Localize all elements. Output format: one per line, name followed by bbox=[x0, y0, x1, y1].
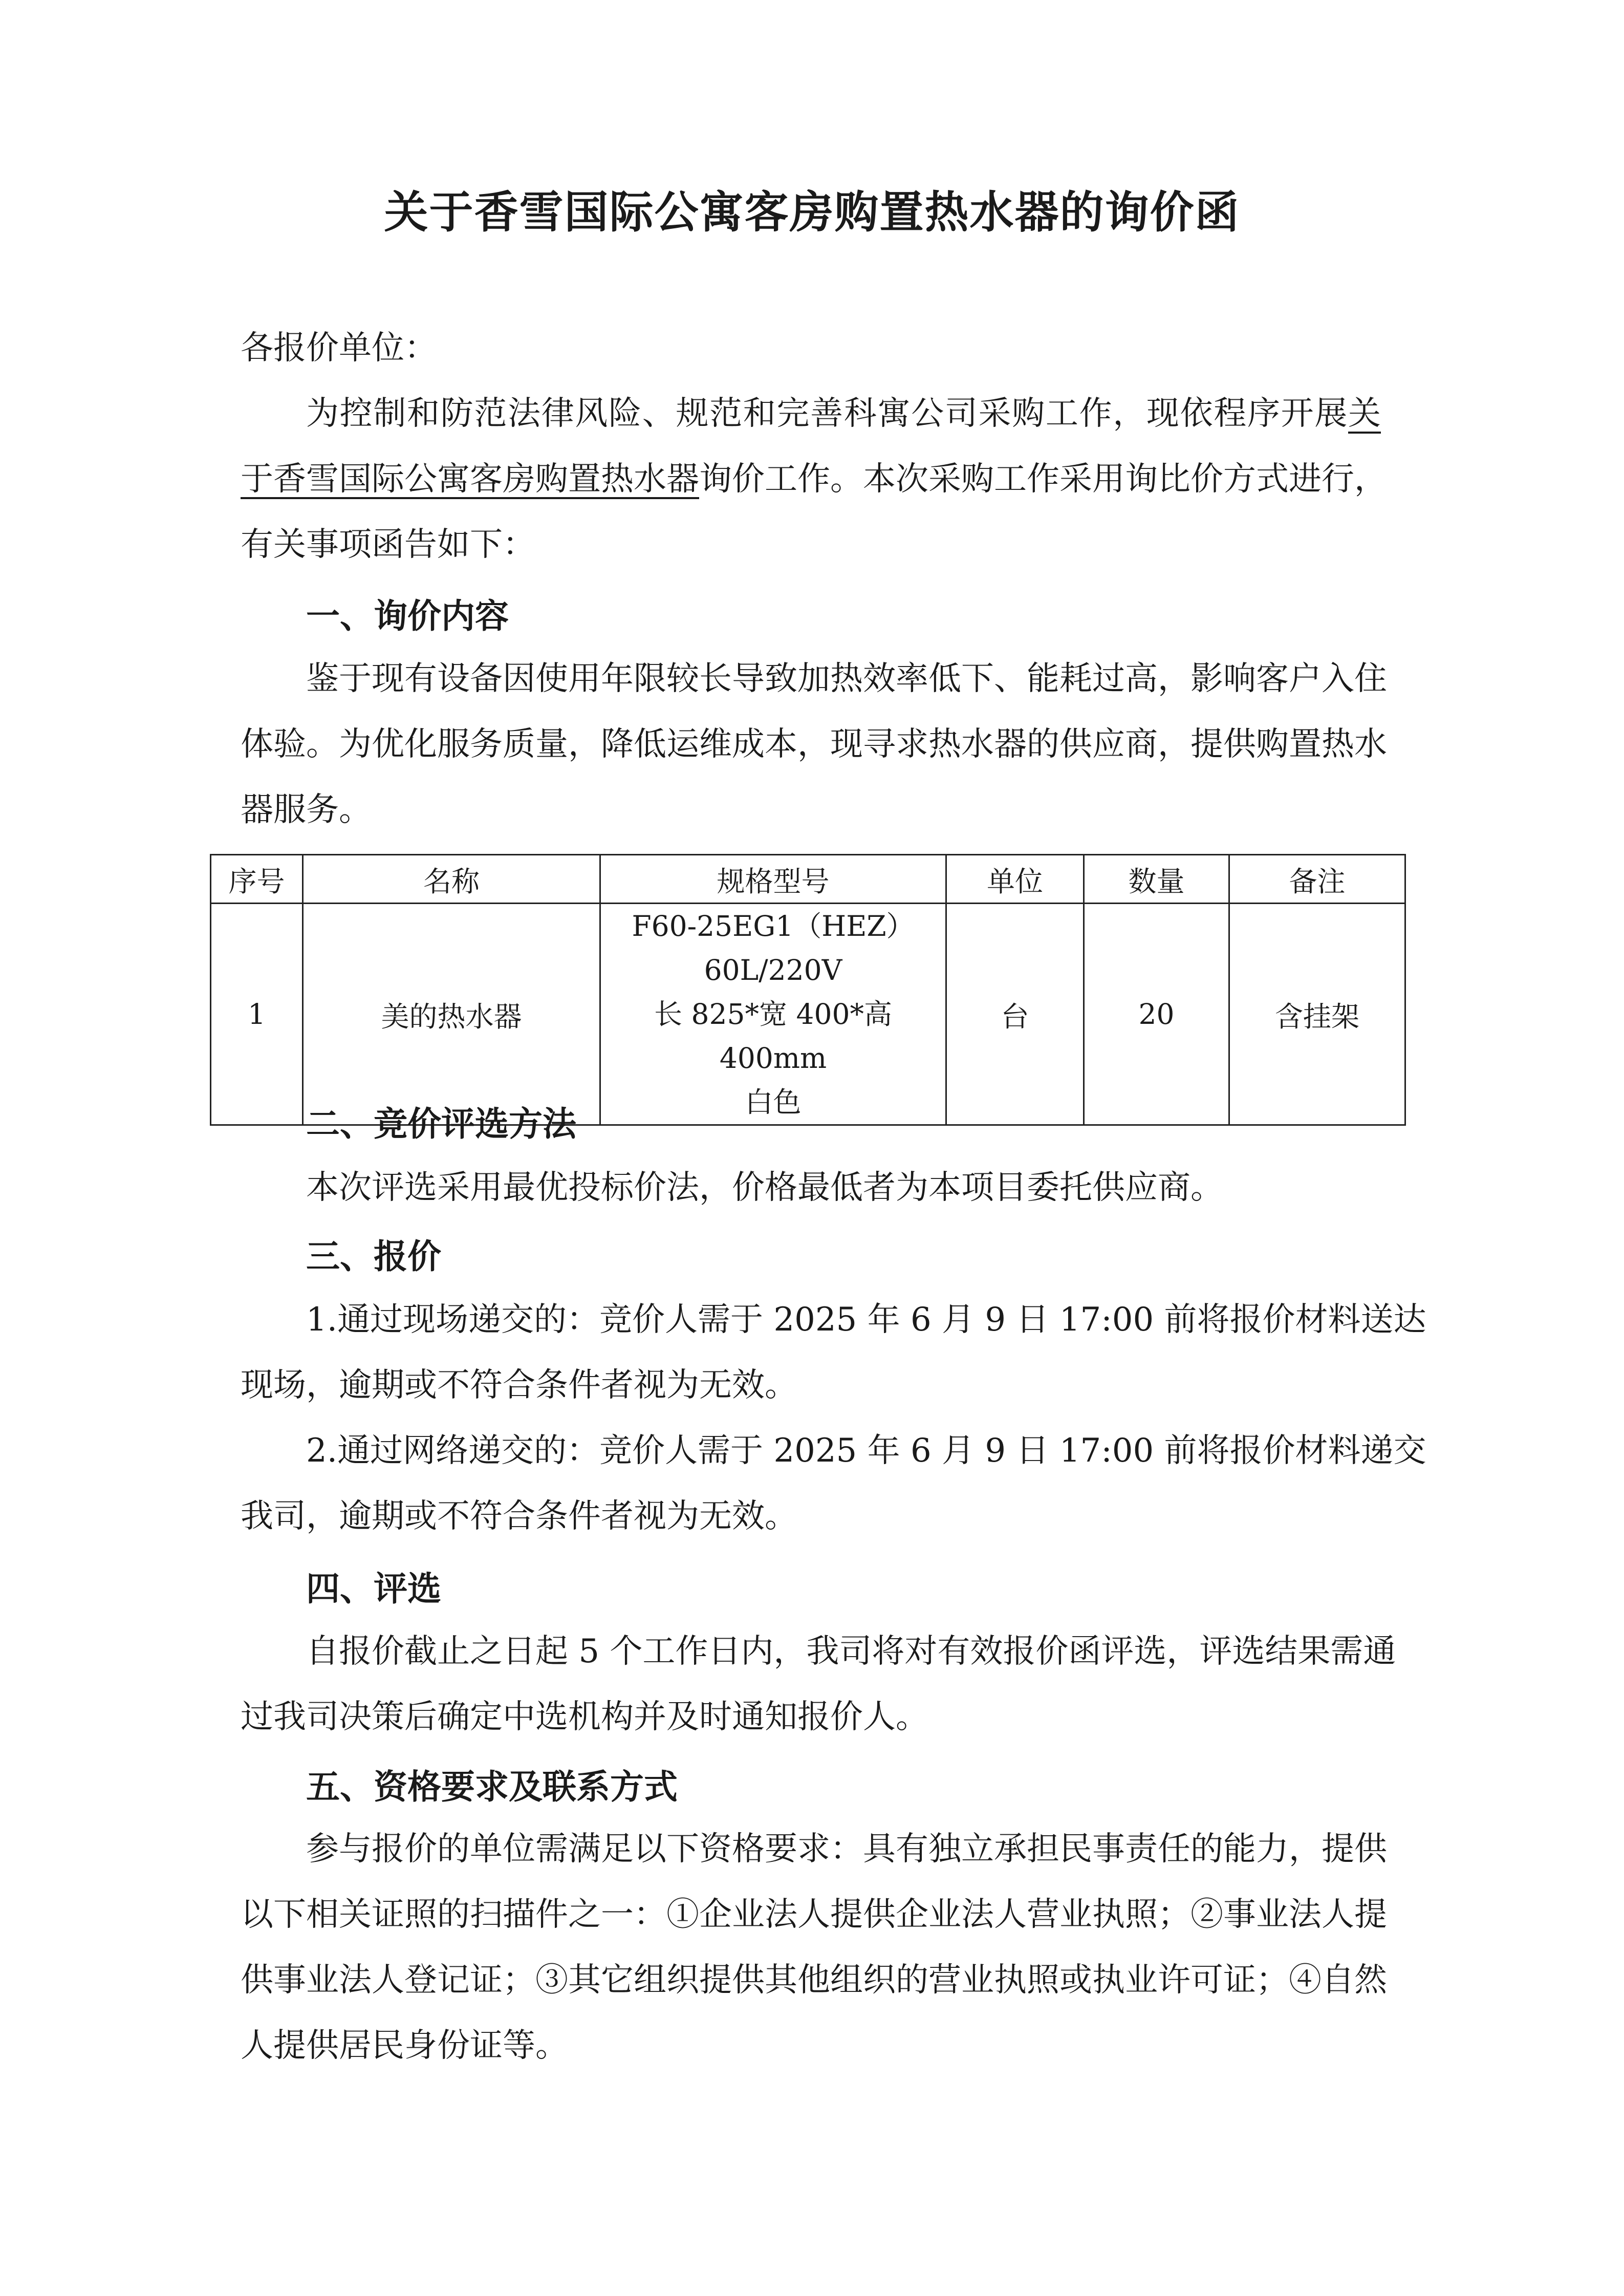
section-1-body: 鉴于现有设备因使用年限较长导致加热效率低下、能耗过高，影响客户入住 体验。为优化服务质量，降低运维成本，现寻求热水器的供应商，提供购置热水 器服务。 bbox=[241, 660, 1387, 829]
cell-unit: 台 bbox=[946, 904, 1084, 1125]
cell-note: 含挂架 bbox=[1229, 904, 1405, 1125]
section-3-body: 1.通过现场递交的：竞价人需于 2025 年 6 月 9 日 17:00 前将报价材料送达 现场，逾期或不符合条件者视为无效。 2.通过网络递交的：竞价人需于 2025 年 6 月 9 日 17:00 前将报价材料递交 我司，逾期或不符合条件者视为无效。 bbox=[241, 1301, 1426, 1535]
cell-spec: F60-25EG1（HEZ） 60L/220V 长 825*宽 400*高 400mm 白色 bbox=[600, 904, 946, 1125]
cell-name: 美的热水器 bbox=[303, 904, 600, 1125]
section-5-heading: 五、资格要求及联系方式 bbox=[306, 1767, 678, 1807]
project-name-underlined-cont: 于香雪国际公寓客房购置热水器 bbox=[241, 460, 699, 498]
header-note: 备注 bbox=[1229, 855, 1405, 904]
header-name: 名称 bbox=[303, 855, 600, 904]
section-3-heading: 三、报价 bbox=[306, 1237, 441, 1276]
intro-line-3: 有关事项函告如下： bbox=[241, 526, 535, 564]
section-1-heading: 一、询价内容 bbox=[306, 596, 509, 636]
section-4-heading: 四、评选 bbox=[306, 1569, 441, 1608]
salutation: 各报价单位： bbox=[241, 329, 437, 367]
cell-no: 1 bbox=[211, 904, 303, 1125]
intro-line-1: 为控制和防范法律风险、规范和完善科寓公司采购工作，现依程序开展关 bbox=[306, 395, 1381, 433]
header-spec: 规格型号 bbox=[600, 855, 946, 904]
intro-paragraph bbox=[241, 381, 1387, 577]
section-4-body: 自报价截止之日起 5 个工作日内，我司将对有效报价函评选，评选结果需通 过我司决策后确定中选机构并及时通知报价人。 bbox=[241, 1633, 1396, 1736]
section-5-body: 参与报价的单位需满足以下资格要求：具有独立承担民事责任的能力，提供 以下相关证照的扫描件之一：①企业法人提供企业法人营业执照；②事业法人提 供事业法人登记证；③其它组织提供其他组织的营业执照或执业许可证；④自然 人提供居民身份证等。 bbox=[241, 1830, 1387, 2065]
project-name-underlined: 关 bbox=[1348, 395, 1381, 433]
header-qty: 数量 bbox=[1084, 855, 1229, 904]
header-unit: 单位 bbox=[946, 855, 1084, 904]
header-no: 序号 bbox=[211, 855, 303, 904]
table-header-row bbox=[211, 855, 1405, 904]
document-title: 关于香雪国际公寓客房购置热水器的询价函 bbox=[384, 187, 1240, 238]
spec-table bbox=[210, 854, 1406, 1126]
section-2-body: 本次评选采用最优投标价法，价格最低者为本项目委托供应商。 bbox=[306, 1169, 1223, 1207]
section-2-heading: 二、竞价评选方法 bbox=[306, 1104, 576, 1144]
cell-qty: 20 bbox=[1084, 904, 1229, 1125]
intro-line-2: 于香雪国际公寓客房购置热水器询价工作。本次采购工作采用询比价方式进行， bbox=[241, 460, 1387, 498]
table-row bbox=[211, 904, 1405, 1125]
